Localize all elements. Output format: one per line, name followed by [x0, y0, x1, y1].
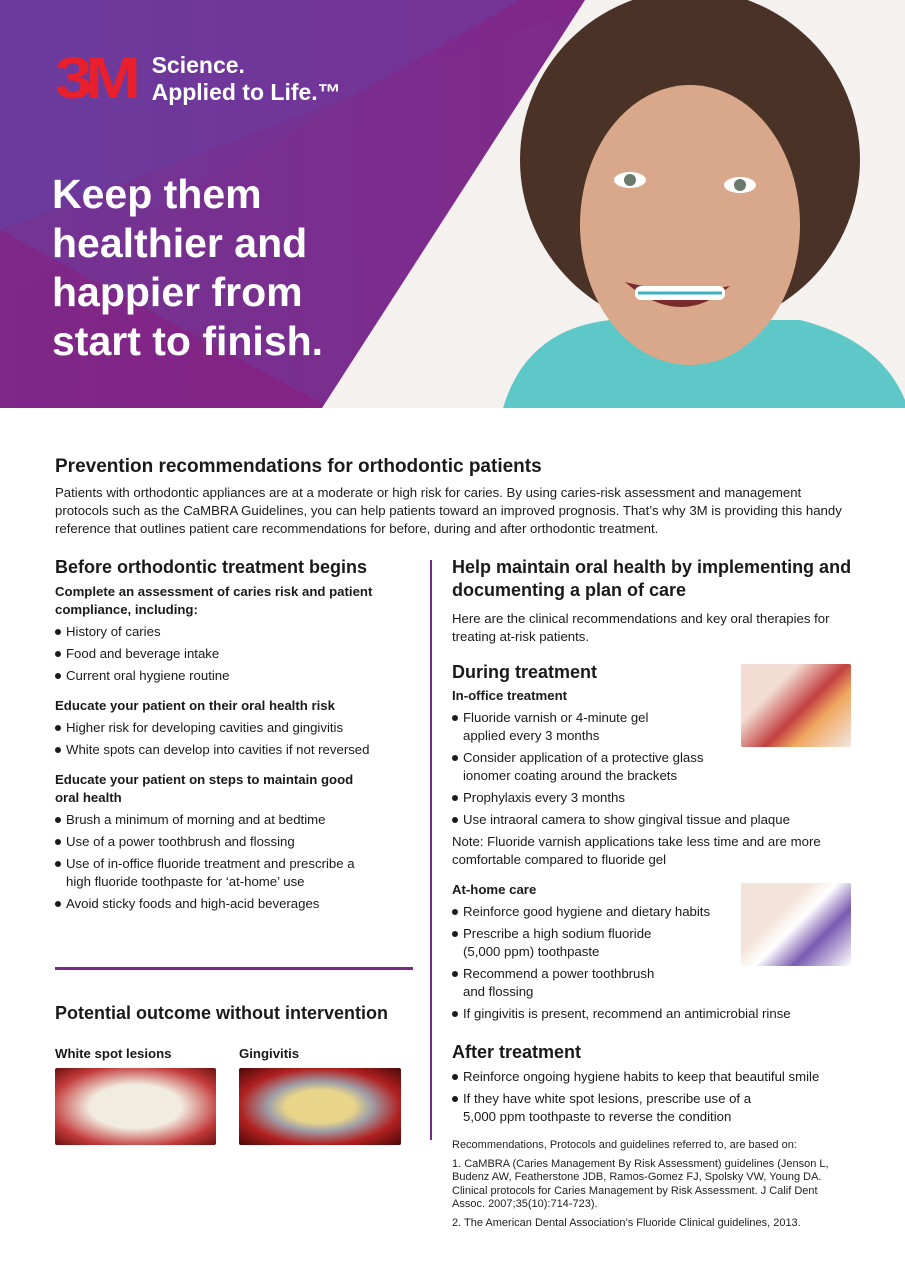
- gingivitis-photo: [239, 1068, 401, 1145]
- fluoride-varnish-photo: [741, 664, 851, 747]
- references: [452, 1134, 852, 1230]
- varnish-note: Note: Fluoride varnish applications take less time and are more comfortable compared to fluoride gel: [452, 834, 821, 867]
- group-heading: Educate your patient on their oral health risk: [55, 698, 335, 713]
- list-item: If they have white spot lesions, prescribe use of a 5,000 ppm toothpaste to reverse the condition: [452, 1090, 782, 1126]
- during-section: [452, 661, 821, 1023]
- list-item: Higher risk for developing cavities and gingivitis: [55, 719, 415, 737]
- list-item: Brush a minimum of morning and at bedtime: [55, 811, 415, 829]
- gingivitis-caption: Gingivitis: [239, 1046, 300, 1061]
- in-office-heading: In-office treatment: [452, 688, 568, 703]
- list-item: White spots can develop into cavities if not reversed: [55, 741, 415, 759]
- list-item: Fluoride varnish or 4-minute gel applied every 3 months: [452, 709, 667, 745]
- list-item: Prophylaxis every 3 months: [452, 789, 742, 807]
- tagline-line-2: Applied to Life.™: [151, 79, 341, 105]
- reference-item: 2. The American Dental Association’s Fluoride Clinical guidelines, 2013.: [452, 1216, 801, 1229]
- plan-section: [452, 556, 862, 646]
- reference-item: 1. CaMBRA (Caries Management By Risk Assessment) guidelines (Jenson L, Budenz AW, Featherstone JDB, Ramos-Gomez FJ, Spolsky VW, Young DA. Clinical protocols for Caries Management by Risk Assessment. J Calif Dent Assoc. 2007;35(10):714-723).: [452, 1157, 829, 1210]
- outcome-section: [55, 1002, 415, 1025]
- list-item: Reinforce ongoing hygiene habits to keep that beautiful smile: [452, 1068, 862, 1086]
- 3m-wordmark: 3M: [55, 46, 134, 111]
- during-title: During treatment: [452, 662, 598, 682]
- section-divider: [55, 967, 413, 970]
- list-item: Consider application of a protective glass ionomer coating around the brackets: [452, 749, 742, 785]
- references-intro: Recommendations, Protocols and guidelines referred to, are based on:: [452, 1139, 797, 1151]
- white-spot-caption: White spot lesions: [55, 1046, 172, 1061]
- column-divider: [430, 560, 432, 1140]
- list-item: Use intraoral camera to show gingival tissue and plaque: [452, 811, 852, 829]
- 3m-logo: [55, 46, 341, 111]
- list-item: If gingivitis is present, recommend an antimicrobial rinse: [452, 1005, 852, 1023]
- hero-banner: [0, 0, 905, 408]
- group-heading: Complete an assessment of caries risk and patient compliance, including:: [55, 584, 373, 617]
- list-item: Food and beverage intake: [55, 645, 415, 663]
- before-section: [55, 556, 415, 913]
- list-item: History of caries: [55, 623, 415, 641]
- at-home-heading: At-home care: [452, 882, 537, 897]
- intro-text: Patients with orthodontic appliances are at a moderate or high risk for caries. By using caries-risk assessment and management protocols such as the CaMBRA Guidelines, you can help patients toward an improved prognosis. That’s why 3M is providing this handy reference that outlines patient care recommendations for before, during and after orthodontic treatment.: [55, 485, 842, 536]
- intro-section: [55, 455, 855, 538]
- list-item: Use of in-office fluoride treatment and prescribe a high fluoride toothpaste for ‘at-home’ use: [55, 855, 375, 891]
- list-item: Avoid sticky foods and high-acid beverages: [55, 895, 415, 913]
- toothpaste-photo: [741, 883, 851, 966]
- plan-title: Help maintain oral health by implementing and documenting a plan of care: [452, 557, 852, 600]
- before-title: Before orthodontic treatment begins: [55, 557, 368, 577]
- intro-title: Prevention recommendations for orthodontic patients: [55, 456, 542, 477]
- white-spot-lesions-photo: [55, 1068, 216, 1145]
- list-item: Recommend a power toothbrush and flossing: [452, 965, 672, 1001]
- plan-text: Here are the clinical recommendations and key oral therapies for treating at-risk patients.: [452, 611, 830, 644]
- tagline-line-1: Science.: [151, 52, 245, 78]
- list-item: Reinforce good hygiene and dietary habits: [452, 903, 742, 921]
- list-item: Use of a power toothbrush and flossing: [55, 833, 415, 851]
- list-item: Current oral hygiene routine: [55, 667, 415, 685]
- hero-headline: Keep them healthier and happier from start to finish.: [52, 171, 324, 364]
- outcome-title: Potential outcome without intervention: [55, 1003, 388, 1023]
- after-title: After treatment: [452, 1042, 582, 1062]
- after-section: [452, 1041, 862, 1126]
- group-heading: Educate your patient on steps to maintain good oral health: [55, 772, 354, 805]
- list-item: Prescribe a high sodium fluoride (5,000 ppm) toothpaste: [452, 925, 672, 961]
